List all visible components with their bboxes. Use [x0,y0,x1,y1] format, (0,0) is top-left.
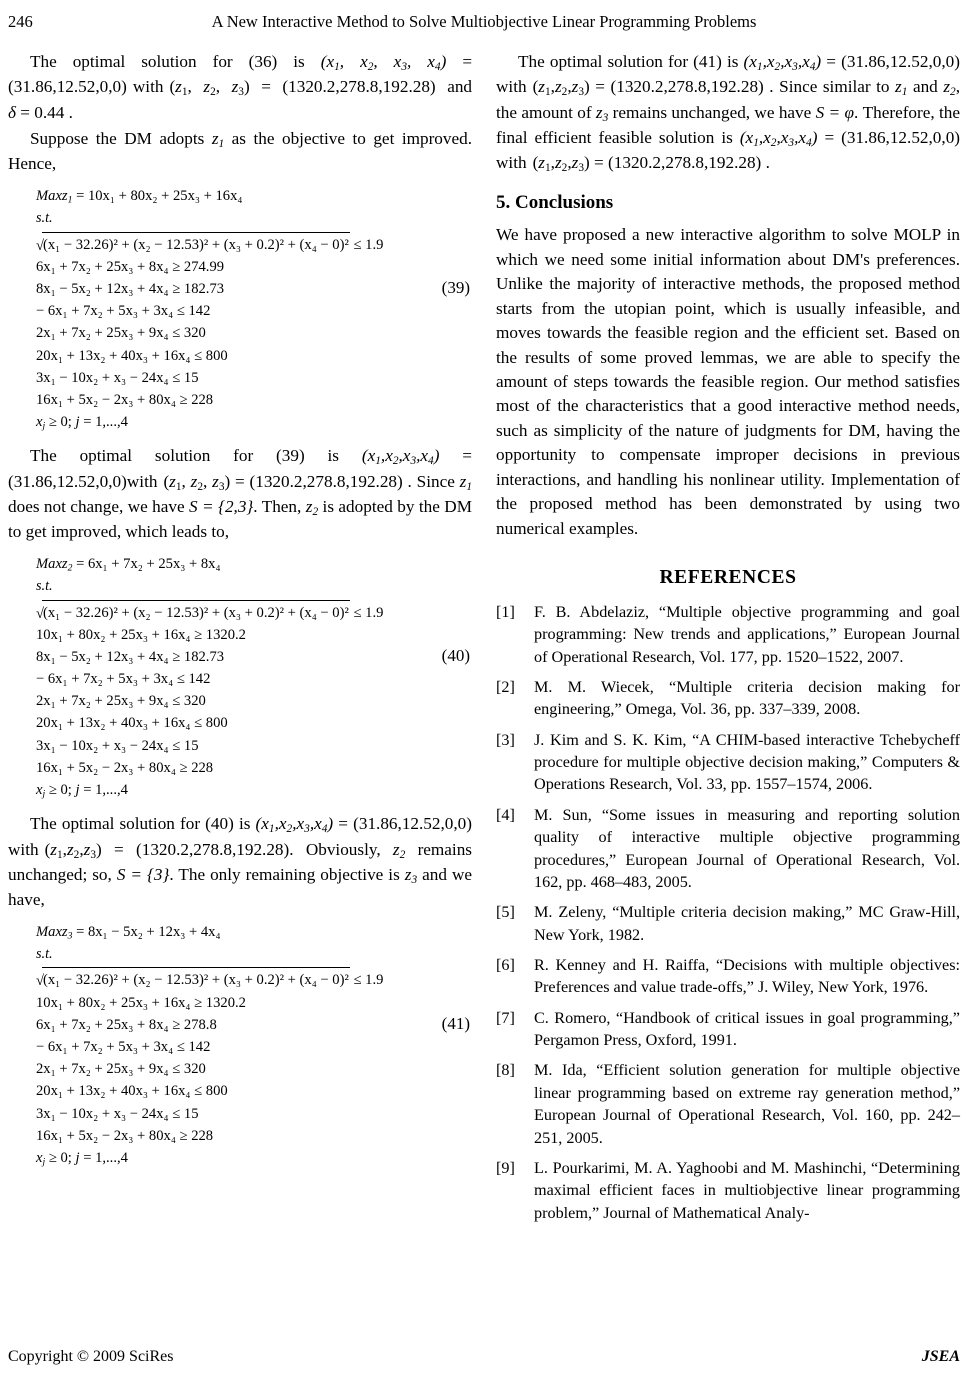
reference-number: [9] [496,1158,515,1177]
text-run: The optimal solution for (36) is [30,52,321,71]
text-run: The optimal solution for (39) is [30,446,362,466]
reference-item [496,804,960,893]
constraint-nonnegativity: $x_j \ge 0$; j = 1,...,4 [36,781,128,800]
constraint-line: 3x₁ − 10x₂ + x₃ − 24x₄ ≤ 15 [36,737,199,754]
text-run: (31.86,12.52,0,0) [841,52,960,71]
constraint-line: 6x₁ + 7x₂ + 25x₃ + 8x₄ ≥ 274.99 [36,258,225,275]
constraint-line: 16x₁ + 5x₂ − 2x₃ + 80x₄ ≥ 228 [36,391,214,408]
text-run: and [907,77,944,97]
text-run: , the amount of [496,77,960,122]
equation-block-41 [8,921,472,1171]
right-column [496,50,960,1310]
text-run: and we have, [8,864,472,910]
constraint-line: 20x₁ + 13x₂ + 40x₃ + 16x₄ ≤ 800 [36,715,228,732]
reference-text: M. Sun, “Some issues in measuring and reporting solution quality of interactive multiple objective programming procedures,” European Journal of Operational Research, Vol. 162, pp. 468–483, 2005. [534,805,960,891]
set-notation: S = {2,3} [189,496,254,516]
text-run: Since similar to [779,77,896,97]
reference-list [496,601,960,1224]
reference-number: [7] [496,1008,515,1027]
equation-objective: Maxz$_3$ = 8x₁ − 5x₂ + 12x₃ + 4x₄ [36,923,221,942]
text-run: Since [416,471,460,491]
text-run: with [496,77,527,97]
constraint-line: 6x₁ + 7x₂ + 25x₃ + 8x₄ ≥ 278.8 [36,1016,217,1033]
text-run: . Therefore, the final efficient feasible solution is [496,102,961,147]
paragraph-conclusions-body: We have proposed a new interactive algorithm to solve MOLP in which we need some initial information about DM's preferences. Unlike the majority of interactive methods, the proposed method starts from the utopian point, which is usually infeasible, and moves towards the feasible region and the efficient set. Based on the results of some proved lemmas, we are able to specify the amount of steps towards the feasible region. Our method satisfies most of the characteristics that a good interactive method needs, such as simplicity of the nature of judgments for DM, having the opportunity to compensate improper decisions in previous interactions, and handling his nonlinear utility. Implementation of the proposed method has been demonstrated by using two numerical examples. [496,225,960,538]
body-columns [8,50,960,1310]
text-run: (31.86,12.52,0,0) [8,77,127,97]
constraint-line: 2x₁ + 7x₂ + 25x₃ + 9x₄ ≤ 320 [36,693,206,710]
reference-text: M. Ida, “Efficient solution generation for multiple objective linear programming based on extreme ray generation method,” European Journal of Operational Research, Vol. 160, pp. 242–251, 2005. [534,1061,960,1147]
section-heading-references: REFERENCES [659,566,797,588]
constraint-line: − 6x₁ + 7x₂ + 5x₃ + 3x₄ ≤ 142 [36,671,211,688]
journal-abbreviation: JSEA [921,1348,960,1365]
reference-text: M. Zeleny, “Multiple criteria decision making,” MC Graw-Hill, New York, 1982. [534,903,960,944]
page-footer [8,1348,960,1370]
reference-number: [3] [496,730,515,749]
constraint-line: 10x₁ + 80x₂ + 25x₃ + 16x₄ ≥ 1320.2 [36,994,246,1011]
reference-text: F. B. Abdelaziz, “Multiple objective programming and goal programming: New trends and applications,” European Journal of Operational Research, Vol. 177, pp. 1520–1522, 2007. [534,602,960,666]
reference-item [496,954,960,999]
text-run: with [126,471,158,491]
text-run: = (31.86,12.52,0,0) [824,127,961,147]
equation-objective-rhs: = 6x₁ + 7x₂ + 25x₃ + 8x₄ [72,555,221,572]
equation-block-39 [8,185,472,435]
text-run: The optimal solution for (40) is [30,814,256,834]
equation-objective: Maxz$_1$ = 10x₁ + 80x₂ + 25x₃ + 16x₄ [36,187,243,206]
reference-text: M. M. Wiecek, “Multiple criteria decision making for engineering,” Omega, Vol. 36, pp. 337–339, 2008. [534,678,960,719]
reference-text: R. Kenney and H. Raiffa, “Decisions with multiple objectives: Preferences and value trade-offs,” J. Wiley, New York, 1976. [534,956,960,997]
equation-objective: Maxz$_2$ = 6x₁ + 7x₂ + 25x₃ + 8x₄ [36,555,221,574]
set-notation: S = {3} [116,864,170,884]
text-run: . Then, [253,496,306,516]
text-run: The optimal solution for (41) is [518,52,744,71]
equation-subject-to: s.t. [36,577,53,594]
sqrt-rhs: ≤ 1.9 [353,972,384,989]
reference-item [496,601,960,668]
sqrt-rhs: ≤ 1.9 [353,236,384,253]
reference-text: C. Romero, “Handbook of critical issues in goal programming,” Pergamon Press, Oxford, 1991. [534,1008,960,1050]
reference-item [496,1157,960,1224]
reference-number: [1] [496,602,515,621]
section-heading-conclusions: 5. Conclusions [496,192,614,214]
text-run: remains unchanged; so, [8,839,472,884]
equation-objective-rhs: = 10x₁ + 80x₂ + 25x₃ + 16x₄ [72,187,243,204]
text-run: Suppose the DM adopts [30,129,212,149]
constraint-line: 8x₁ − 5x₂ + 12x₃ + 4x₄ ≥ 182.73 [36,280,225,297]
constraint-line: − 6x₁ + 7x₂ + 5x₃ + 3x₄ ≤ 142 [36,1039,211,1055]
set-notation: S = φ [815,102,854,122]
reference-number: [4] [496,805,515,824]
text-run: (31.86,12.52,0,0) [353,814,472,834]
constraint-line: 16x₁ + 5x₂ − 2x₃ + 80x₄ ≥ 228 [36,759,214,776]
constraint-line: 3x₁ − 10x₂ + x₃ − 24x₄ ≤ 15 [36,1105,199,1122]
text-run: is adopted by the DM to get improved, which leads to, [8,496,472,542]
equation-sqrt-constraint: √(x₁ − 32.26)² + (x₂ − 12.53)² + (x₃ + 0.2)² + (x₄ − 0)² ≤ 1.9 [36,230,383,256]
page-number: 246 [8,12,33,31]
constraint-line: 8x₁ − 5x₂ + 12x₃ + 4x₄ ≥ 182.73 [36,648,225,665]
constraint-line: 2x₁ + 7x₂ + 25x₃ + 9x₄ ≤ 320 [36,1061,206,1078]
reference-number: [2] [496,678,515,697]
equation-subject-to: s.t. [36,945,53,962]
constraint-line: 3x₁ − 10x₂ + x₃ − 24x₄ ≤ 15 [36,369,199,386]
constraint-line: 20x₁ + 13x₂ + 40x₃ + 16x₄ ≤ 800 [36,347,228,364]
reference-number: [5] [496,903,515,922]
equation-sqrt-constraint: √(x₁ − 32.26)² + (x₂ − 12.53)² + (x₃ + 0.2)² + (x₄ − 0)² ≤ 1.9 [36,965,383,991]
text-run: remains unchanged, we have [608,102,816,122]
reference-number: [8] [496,1061,515,1080]
sqrt-rhs: ≤ 1.9 [353,604,384,621]
text-run: does not change, we have [8,496,190,516]
constraint-nonnegativity: $x_j \ge 0$; j = 1,...,4 [36,414,128,432]
reference-text: J. Kim and S. K. Kim, “A CHIM-based interactive Tchebycheff procedure for multiple objective decision making,” Computers & Operations Research, Vol. 33, pp. 1557–1574, 2006. [534,730,960,794]
constraint-line: 16x₁ + 5x₂ − 2x₃ + 80x₄ ≥ 228 [36,1127,214,1144]
reference-item [496,729,960,796]
text-run: Obviously, [305,839,393,859]
paragraph-optimal-41: The optimal solution for (41) is $(x_1,x_2,x_3,x_4) = (31.86,12.52,0,0)$ with $(z_1,z_2,z_3) = (1320.2,278.8,192.28)$ . Since similar to $z_1$ and $z_2$, the amount of $z_3$ remains unchanged, we have S = φ. Therefore, the final efficient feasible solution is $(x_1,x_2,x_3,x_4) = (31.86,12.52,0,0)$ with $(z_1,z_2,z_3) = (1320.2,278.8,192.28)$ . [496,52,961,175]
reference-item [496,1007,960,1052]
left-column [8,50,472,1310]
reference-item [496,1059,960,1148]
text-run: with [132,77,164,97]
equation-tag: (40) [441,645,470,665]
text-run: = (1320.2,278.8,192.28) . [594,153,770,173]
text-run: = (1320.2,278.8,192.28) . [595,77,774,97]
constraint-line: 20x₁ + 13x₂ + 40x₃ + 16x₄ ≤ 800 [36,1083,228,1100]
reference-text: L. Pourkarimi, M. A. Yaghoobi and M. Mashinchi, “Determining maximal efficient faces in multiobjective linear programming problem,” Journal of Mathematical Analy- [534,1158,960,1222]
running-head [0,12,968,34]
constraint-line: − 6x₁ + 7x₂ + 5x₃ + 3x₄ ≤ 142 [36,303,211,320]
text-run: . The only remaining objective is [169,864,405,884]
paragraph-optimal-36: The optimal solution for (36) is ($x_1$, $x_2$, $x_3$, $x_4) = (31.86,12.52,0,0)$ with ($z_1$, $z_2$, $z_3) = (1320.2,278.8,192.28)$ and δ = 0.44 . [8,52,473,122]
paragraph-optimal-39: The optimal solution for (39) is $(x_1,x_2,x_3,x_4)$ = (31.86,12.52,0,0)with ($z_1$, $z_2$, $z_3) = (1320.2,278.8,192.28)$ . Since $z_1$ does not change, we have S = {2,3}. Then, $z_2$ is adopted by the DM to get improved, which leads to, [8,446,472,542]
equation-subject-to: s.t. [36,210,53,227]
reference-number: [6] [496,956,515,974]
reference-item [496,676,960,721]
equation-tag: (39) [441,277,470,297]
text-run: as the objective to get improved. Hence, [8,129,473,174]
text-run: and [447,77,473,97]
equation-objective-rhs: = 8x₁ − 5x₂ + 12x₃ + 4x₄ [72,923,221,940]
equation-sqrt-constraint: √(x₁ − 32.26)² + (x₂ − 12.53)² + (x₃ + 0.2)² + (x₄ − 0)² ≤ 1.9 [36,598,383,624]
constraint-nonnegativity: $x_j \ge 0$; j = 1,...,4 [36,1149,128,1168]
constraint-line: 10x₁ + 80x₂ + 25x₃ + 16x₄ ≥ 1320.2 [36,626,246,643]
constraint-line: 2x₁ + 7x₂ + 25x₃ + 9x₄ ≤ 320 [36,325,206,342]
equation-block-40 [8,553,472,803]
text-run: = (1320.2,278.8,192.28) . [235,471,412,491]
text-run: (31.86,12.52,0,0) [8,471,127,491]
text-run: with [8,839,39,859]
reference-item [496,901,960,946]
text-run: = (1320.2,278.8,192.28). [114,839,294,859]
copyright-notice: Copyright © 2009 SciRes [8,1348,174,1365]
running-title: A New Interactive Method to Solve Multiobjective Linear Programming Problems [211,12,757,31]
text-run: with [496,153,527,173]
paragraph-suppose-dm: Suppose the DM adopts $z_1$ as the objective to get improved. Hence, [8,129,473,174]
paragraph-optimal-40: The optimal solution for (40) is $(x_1,x_2,x_3,x_4) = (31.86,12.52,0,0)$ with $(z_1,z_2,z_3) = (1320.2,278.8,192.28)$. Obviously, $z_2$ remains unchanged; so, S = {3}. The only remaining objective is $z_3$ and we have, [8,814,472,910]
equation-tag: (41) [441,1013,470,1033]
